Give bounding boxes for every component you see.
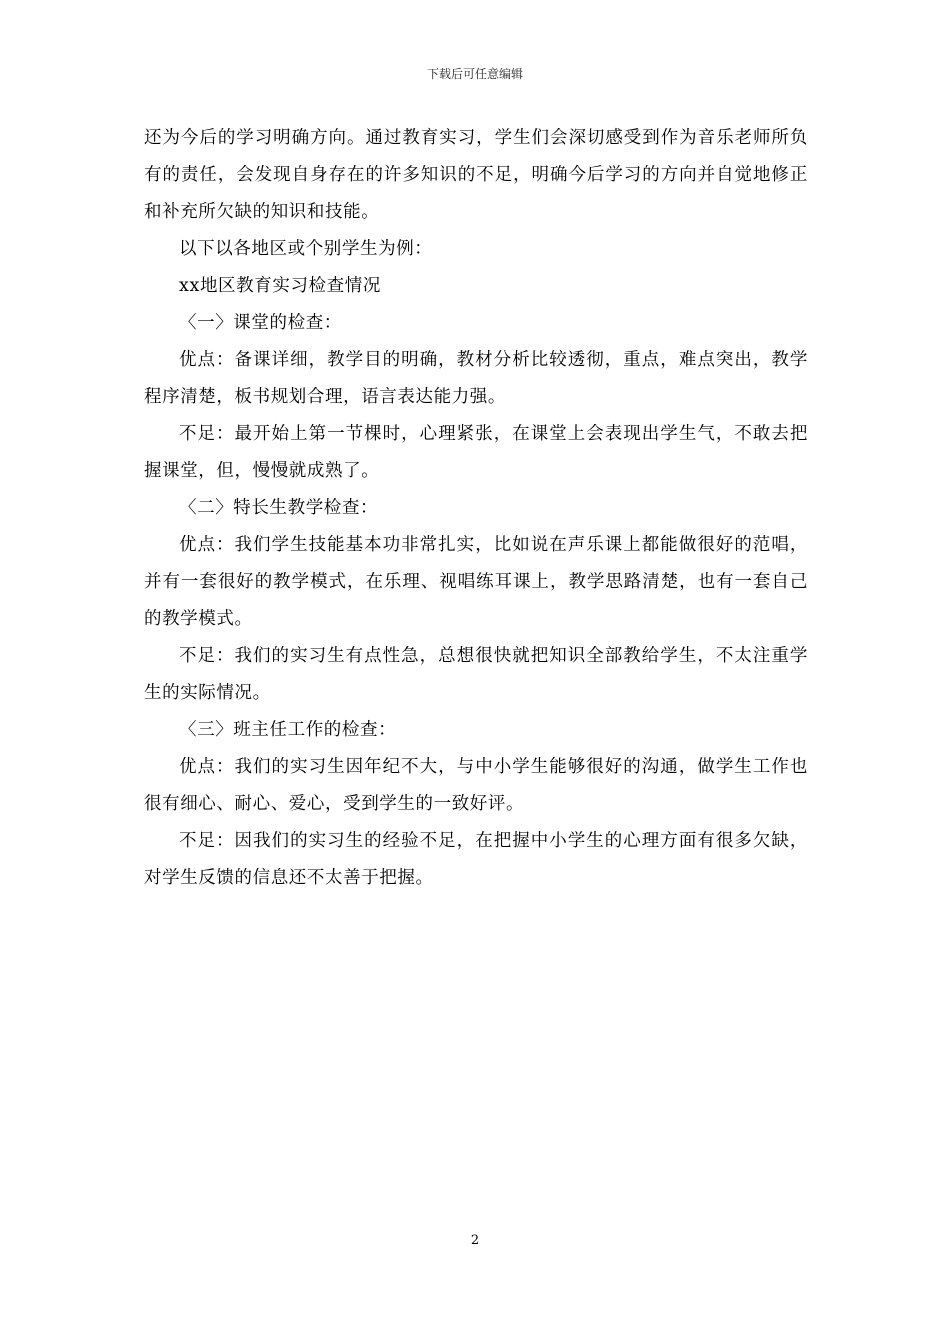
page-header-note: 下载后可任意编辑 — [426, 67, 523, 81]
paragraph-intro: 以下以各地区或个别学生为例： — [179, 239, 433, 259]
paragraph-homeroom-weaknesses: 不足：因我们的实习生的经验不足，在把握中小学生的心理方面有很多欠缺，对学生反馈的信息还不太善于把握。 — [144, 831, 808, 888]
paragraph-specialty-strengths: 优点：我们学生技能基本功非常扎实，比如说在声乐课上都能做很好的范唱，并有一套很好的教学模式，在乐理、视唱练耳课上，教学思路清楚，也有一套自己的教学模式。 — [144, 535, 808, 629]
page-number: 2 — [470, 1233, 480, 1248]
subheading-classroom: 〈一〉课堂的检查： — [179, 313, 342, 333]
paragraph-specialty-weaknesses: 不足：我们的实习生有点性急，总想很快就把知识全部教给学生，不太注重学生的实际情况。 — [144, 646, 808, 703]
paragraph-classroom-strengths: 优点：备课详细，教学目的明确，教材分析比较透彻，重点，难点突出，教学程序清楚，板书规划合理，语言表达能力强。 — [144, 350, 808, 407]
subheading-homeroom: 〈三〉班主任工作的检查： — [179, 720, 397, 740]
section-heading-region: xx地区教育实习检查情况 — [179, 276, 381, 296]
document-body — [144, 120, 808, 897]
paragraph-classroom-weaknesses: 不足：最开始上第一节棵时，心理紧张，在课堂上会表现出学生气，不敢去把握课堂，但，慢慢就成熟了。 — [144, 424, 808, 481]
subheading-specialty: 〈二〉特长生教学检查： — [179, 498, 379, 518]
paragraph-homeroom-strengths: 优点：我们的实习生因年纪不大，与中小学生能够很好的沟通，做学生工作也很有细心、耐心、爱心，受到学生的一致好评。 — [144, 757, 808, 814]
paragraph-continuation: 还为今后的学习明确方向。通过教育实习，学生们会深切感受到作为音乐老师所负有的责任，会发现自身存在的许多知识的不足，明确今后学习的方向并自觉地修正和补充所欠缺的知识和技能。 — [144, 128, 808, 222]
